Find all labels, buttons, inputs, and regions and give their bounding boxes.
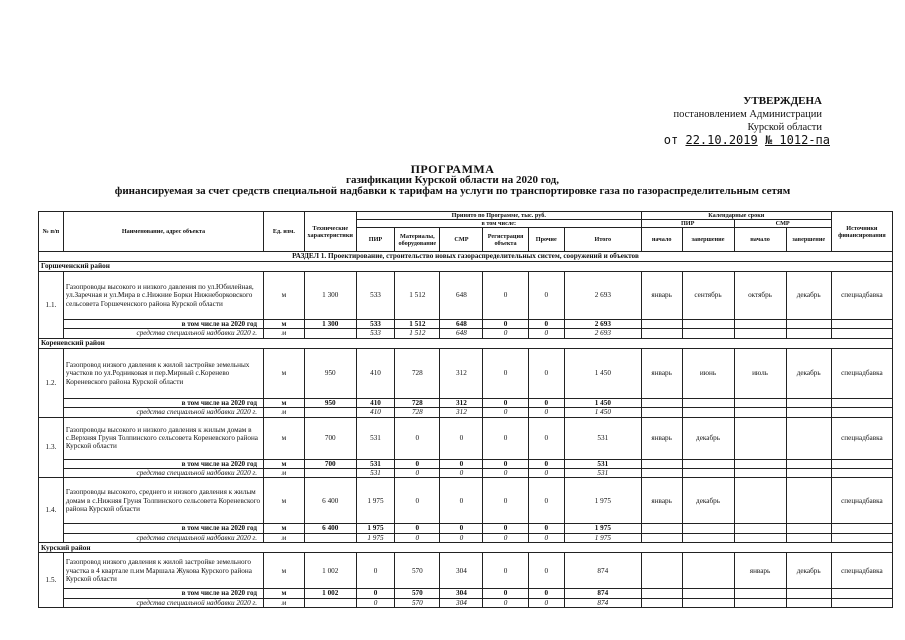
allowance-total: 2 693 — [564, 329, 641, 338]
subtotal-pir: 533 — [356, 320, 394, 329]
item-smr-end — [786, 478, 831, 524]
item-smr: 648 — [440, 272, 483, 320]
allowance-empty — [734, 329, 786, 338]
item-pir-start — [641, 553, 682, 589]
allowance-empty — [641, 598, 682, 607]
header-pir-start: начало — [641, 228, 682, 252]
approval-date-line — [660, 134, 860, 147]
subtotal-label: в том числе на 2020 год — [63, 524, 263, 533]
item-smr: 0 — [440, 478, 483, 524]
district-name: Кореневский район — [39, 338, 893, 348]
header-pir: ПИР — [356, 228, 394, 252]
subtotal-unit: м — [264, 398, 305, 407]
allowance-other: 0 — [528, 598, 564, 607]
allowance-label: средства специальной надбавки 2020 г. — [63, 469, 263, 478]
subtotal-pir: 0 — [356, 589, 394, 598]
subtotal-empty — [641, 398, 682, 407]
subtotal-smr: 648 — [440, 320, 483, 329]
subtotal-empty — [831, 320, 892, 329]
header-smr-end: завершение — [786, 228, 831, 252]
item-num: 1.3. — [39, 417, 64, 478]
approval-title: УТВЕРЖДЕНА — [743, 95, 822, 107]
item-pir: 0 — [356, 553, 394, 589]
district-name: Курский район — [39, 543, 893, 553]
subtotal-other: 0 — [528, 398, 564, 407]
header-calendar: Календарные сроки — [641, 212, 831, 220]
item-smr: 304 — [440, 553, 483, 589]
item-registration: 0 — [483, 553, 528, 589]
subtotal-empty — [682, 589, 734, 598]
subtotal-tech: 1 300 — [304, 320, 356, 329]
allowance-total: 531 — [564, 469, 641, 478]
subtotal-empty — [641, 589, 682, 598]
item-pir-end: июнь — [682, 348, 734, 398]
item-registration: 0 — [483, 417, 528, 459]
subtotal-other: 0 — [528, 589, 564, 598]
item-pir-end: сентябрь — [682, 272, 734, 320]
subtotal-empty — [641, 320, 682, 329]
allowance-reg: 0 — [483, 408, 528, 417]
district-row — [39, 543, 893, 553]
allowance-reg: 0 — [483, 329, 528, 338]
item-num: 1.1. — [39, 272, 64, 339]
item-pir-start: январь — [641, 417, 682, 459]
allowance-empty — [641, 408, 682, 417]
allowance-unit: м — [264, 329, 305, 338]
item-other: 0 — [528, 417, 564, 459]
allowance-row — [39, 469, 893, 478]
program-title: ПРОГРАММА — [410, 162, 495, 176]
item-tech: 950 — [304, 348, 356, 398]
allowance-smr: 648 — [440, 329, 483, 338]
item-smr-end: декабрь — [786, 348, 831, 398]
item-smr-end — [786, 417, 831, 459]
item-smr-start: июль — [734, 348, 786, 398]
allowance-empty — [831, 329, 892, 338]
subtotal-total: 1 450 — [564, 398, 641, 407]
subtotal-empty — [786, 524, 831, 533]
allowance-total: 1 975 — [564, 533, 641, 542]
subtotal-reg: 0 — [483, 459, 528, 468]
item-num: 1.2. — [39, 348, 64, 417]
item-row — [39, 348, 893, 398]
subtotal-empty — [786, 589, 831, 598]
subtotal-unit: м — [264, 524, 305, 533]
header-cal-smr: СМР — [734, 220, 831, 228]
subtotal-row — [39, 524, 893, 533]
item-tech: 6 400 — [304, 478, 356, 524]
subtotal-label: в том числе на 2020 год — [63, 589, 263, 598]
allowance-empty — [682, 598, 734, 607]
header-other: Прочие — [528, 228, 564, 252]
allowance-total: 874 — [564, 598, 641, 607]
item-name: Газопроводы высокого, среднего и низкого давления к жилым домам в с.Нижняя Груня Толпинского сельсовета Кореневского района Курской области — [63, 478, 263, 524]
subtotal-empty — [831, 459, 892, 468]
item-pir: 1 975 — [356, 478, 394, 524]
section-row — [39, 252, 893, 262]
subtotal-total: 2 693 — [564, 320, 641, 329]
approval-line-3: Курской области — [747, 122, 822, 133]
item-unit: м — [264, 553, 305, 589]
allowance-tech — [304, 533, 356, 542]
subtotal-unit: м — [264, 589, 305, 598]
item-total: 874 — [564, 553, 641, 589]
subtotal-pir: 1 975 — [356, 524, 394, 533]
item-pir-end: декабрь — [682, 417, 734, 459]
district-row — [39, 262, 893, 272]
header-smr: СМР — [440, 228, 483, 252]
item-pir-end — [682, 553, 734, 589]
subtotal-label: в том числе на 2020 год — [63, 398, 263, 407]
item-registration: 0 — [483, 272, 528, 320]
allowance-pir: 0 — [356, 598, 394, 607]
allowance-pir: 1 975 — [356, 533, 394, 542]
subtotal-tech: 950 — [304, 398, 356, 407]
allowance-empty — [786, 598, 831, 607]
subtotal-mat: 1 512 — [395, 320, 440, 329]
subtotal-empty — [786, 320, 831, 329]
item-row — [39, 272, 893, 320]
item-materials: 0 — [395, 417, 440, 459]
item-pir-start: январь — [641, 272, 682, 320]
allowance-other: 0 — [528, 469, 564, 478]
item-pir-end: декабрь — [682, 478, 734, 524]
item-other: 0 — [528, 553, 564, 589]
allowance-reg: 0 — [483, 469, 528, 478]
approval-block — [660, 95, 860, 147]
item-source: спецнадбавка — [831, 272, 892, 320]
item-smr-start: январь — [734, 553, 786, 589]
allowance-pir: 533 — [356, 329, 394, 338]
subtotal-tech: 700 — [304, 459, 356, 468]
subtotal-empty — [734, 589, 786, 598]
allowance-unit: м — [264, 533, 305, 542]
allowance-empty — [786, 533, 831, 542]
subtotal-unit: м — [264, 459, 305, 468]
item-smr-end: декабрь — [786, 272, 831, 320]
program-heading — [0, 164, 905, 197]
allowance-empty — [682, 533, 734, 542]
approval-number: № 1012-па — [764, 133, 830, 147]
allowance-empty — [734, 469, 786, 478]
allowance-empty — [734, 598, 786, 607]
item-other: 0 — [528, 478, 564, 524]
item-unit: м — [264, 417, 305, 459]
allowance-empty — [682, 469, 734, 478]
allowance-tech — [304, 329, 356, 338]
allowance-empty — [831, 598, 892, 607]
header-num: № п/п — [39, 212, 64, 252]
allowance-empty — [682, 408, 734, 417]
item-pir: 410 — [356, 348, 394, 398]
approval-prefix: от — [663, 133, 679, 147]
allowance-mat: 728 — [395, 408, 440, 417]
subtotal-empty — [734, 459, 786, 468]
allowance-unit: м — [264, 598, 305, 607]
subtotal-reg: 0 — [483, 398, 528, 407]
subtotal-row — [39, 459, 893, 468]
item-name: Газопровод низкого давления к жилой застройке земельных участков по ул.Родниковая и пер.Мирный с.Коренево Кореневского района Курской области — [63, 348, 263, 398]
item-unit: м — [264, 348, 305, 398]
item-num: 1.4. — [39, 478, 64, 543]
subtotal-mat: 570 — [395, 589, 440, 598]
item-smr-start — [734, 478, 786, 524]
allowance-mat: 0 — [395, 533, 440, 542]
subtotal-reg: 0 — [483, 589, 528, 598]
allowance-tech — [304, 469, 356, 478]
allowance-unit: м — [264, 408, 305, 417]
allowance-empty — [641, 469, 682, 478]
item-materials: 728 — [395, 348, 440, 398]
subtotal-total: 531 — [564, 459, 641, 468]
allowance-label: средства специальной надбавки 2020 г. — [63, 329, 263, 338]
allowance-label: средства специальной надбавки 2020 г. — [63, 408, 263, 417]
subtotal-pir: 410 — [356, 398, 394, 407]
item-pir: 531 — [356, 417, 394, 459]
allowance-empty — [734, 408, 786, 417]
item-source: спецнадбавка — [831, 348, 892, 398]
subtotal-empty — [831, 589, 892, 598]
allowance-unit: м — [264, 469, 305, 478]
subtotal-reg: 0 — [483, 524, 528, 533]
subtotal-empty — [734, 398, 786, 407]
subtotal-row — [39, 589, 893, 598]
allowance-label: средства специальной надбавки 2020 г. — [63, 598, 263, 607]
header-materials: Материалы, оборудование — [395, 228, 440, 252]
item-smr: 0 — [440, 417, 483, 459]
allowance-empty — [786, 408, 831, 417]
program-table — [38, 211, 893, 608]
subtotal-smr: 0 — [440, 524, 483, 533]
item-materials: 1 512 — [395, 272, 440, 320]
subtotal-empty — [682, 459, 734, 468]
subtotal-pir: 531 — [356, 459, 394, 468]
approval-line-2: постановлением Администрации — [673, 109, 822, 120]
header-registration: Регистрация объекта — [483, 228, 528, 252]
subtotal-mat: 728 — [395, 398, 440, 407]
program-subtitle-2: финансируемая за счет средств специальной надбавки к тарифам на услуги по транспортировке газа по газораспределительным сетям — [114, 185, 791, 197]
allowance-row — [39, 408, 893, 417]
subtotal-mat: 0 — [395, 524, 440, 533]
subtotal-empty — [831, 524, 892, 533]
allowance-other: 0 — [528, 329, 564, 338]
section-title: РАЗДЕЛ 1. Проектирование, строительство новых газораспределительных систем, сооружений и объектов — [39, 252, 893, 262]
item-total: 2 693 — [564, 272, 641, 320]
subtotal-row — [39, 320, 893, 329]
item-materials: 0 — [395, 478, 440, 524]
approval-date: 22.10.2019 — [685, 133, 758, 147]
item-source: спецнадбавка — [831, 478, 892, 524]
subtotal-tech: 1 002 — [304, 589, 356, 598]
item-name: Газопровод низкого давления к жилой застройке земельного участка в 4 квартале п.им Маршала Жукова Курского района Курской области — [63, 553, 263, 589]
allowance-row — [39, 598, 893, 607]
subtotal-total: 1 975 — [564, 524, 641, 533]
allowance-other: 0 — [528, 533, 564, 542]
header-source: Источники финансирования — [831, 212, 892, 252]
allowance-smr: 312 — [440, 408, 483, 417]
item-unit: м — [264, 478, 305, 524]
allowance-smr: 0 — [440, 469, 483, 478]
subtotal-label: в том числе на 2020 год — [63, 459, 263, 468]
item-unit: м — [264, 272, 305, 320]
allowance-empty — [682, 329, 734, 338]
item-source: спецнадбавка — [831, 417, 892, 459]
subtotal-other: 0 — [528, 320, 564, 329]
subtotal-empty — [786, 459, 831, 468]
subtotal-label: в том числе на 2020 год — [63, 320, 263, 329]
item-pir-start: январь — [641, 478, 682, 524]
allowance-empty — [641, 533, 682, 542]
allowance-smr: 304 — [440, 598, 483, 607]
allowance-empty — [831, 533, 892, 542]
allowance-reg: 0 — [483, 598, 528, 607]
item-name: Газопроводы высокого и низкого давления к жилым домам в с.Верхняя Груня Толпинского сельсовета Кореневского района Курской области — [63, 417, 263, 459]
allowance-pir: 531 — [356, 469, 394, 478]
subtotal-empty — [682, 524, 734, 533]
allowance-row — [39, 329, 893, 338]
header-total: Итого — [564, 228, 641, 252]
subtotal-smr: 304 — [440, 589, 483, 598]
item-smr: 312 — [440, 348, 483, 398]
header-including: в том числе: — [356, 220, 641, 228]
header-smr-start: начало — [734, 228, 786, 252]
item-tech: 1 002 — [304, 553, 356, 589]
subtotal-empty — [734, 320, 786, 329]
subtotal-reg: 0 — [483, 320, 528, 329]
header-name: Наименование, адрес объекта — [63, 212, 263, 252]
item-other: 0 — [528, 272, 564, 320]
item-row — [39, 478, 893, 524]
item-total: 1 975 — [564, 478, 641, 524]
item-total: 531 — [564, 417, 641, 459]
item-materials: 570 — [395, 553, 440, 589]
item-smr-start: октябрь — [734, 272, 786, 320]
allowance-empty — [831, 408, 892, 417]
allowance-empty — [786, 329, 831, 338]
allowance-reg: 0 — [483, 533, 528, 542]
item-total: 1 450 — [564, 348, 641, 398]
district-row — [39, 338, 893, 348]
item-tech: 700 — [304, 417, 356, 459]
item-row — [39, 553, 893, 589]
item-name: Газопроводы высокого и низкого давления по ул.Юбилейная, ул.Заречная и ул.Мира в с.Нижние Борки Нижнеборковского сельсовета Горшеченского района Курской области — [63, 272, 263, 320]
allowance-empty — [641, 329, 682, 338]
item-pir-start: январь — [641, 348, 682, 398]
item-registration: 0 — [483, 478, 528, 524]
item-row — [39, 417, 893, 459]
header-pir-end: завершение — [682, 228, 734, 252]
subtotal-tech: 6 400 — [304, 524, 356, 533]
allowance-mat: 0 — [395, 469, 440, 478]
allowance-label: средства специальной надбавки 2020 г. — [63, 533, 263, 542]
allowance-mat: 1 512 — [395, 329, 440, 338]
allowance-empty — [786, 469, 831, 478]
subtotal-smr: 312 — [440, 398, 483, 407]
item-tech: 1 300 — [304, 272, 356, 320]
subtotal-row — [39, 398, 893, 407]
subtotal-empty — [786, 398, 831, 407]
header-cal-pir: ПИР — [641, 220, 734, 228]
subtotal-other: 0 — [528, 459, 564, 468]
header-unit: Ед. изм. — [264, 212, 305, 252]
item-smr-end: декабрь — [786, 553, 831, 589]
item-smr-start — [734, 417, 786, 459]
allowance-total: 1 450 — [564, 408, 641, 417]
item-registration: 0 — [483, 348, 528, 398]
allowance-tech — [304, 598, 356, 607]
subtotal-unit: м — [264, 320, 305, 329]
subtotal-empty — [734, 524, 786, 533]
subtotal-empty — [641, 524, 682, 533]
subtotal-empty — [682, 320, 734, 329]
item-num: 1.5. — [39, 553, 64, 608]
allowance-pir: 410 — [356, 408, 394, 417]
program-subtitle-1: газификации Курской области на 2020 год, — [346, 174, 559, 186]
allowance-empty — [734, 533, 786, 542]
item-other: 0 — [528, 348, 564, 398]
item-source: спецнадбавка — [831, 553, 892, 589]
subtotal-empty — [641, 459, 682, 468]
allowance-smr: 0 — [440, 533, 483, 542]
subtotal-total: 874 — [564, 589, 641, 598]
subtotal-empty — [682, 398, 734, 407]
subtotal-smr: 0 — [440, 459, 483, 468]
district-name: Горшеченский район — [39, 262, 893, 272]
allowance-tech — [304, 408, 356, 417]
subtotal-mat: 0 — [395, 459, 440, 468]
header-accepted: Принято по Программе, тыс. руб. — [356, 212, 641, 220]
allowance-row — [39, 533, 893, 542]
subtotal-empty — [831, 398, 892, 407]
allowance-mat: 570 — [395, 598, 440, 607]
allowance-empty — [831, 469, 892, 478]
item-pir: 533 — [356, 272, 394, 320]
header-tech: Технические характеристики — [304, 212, 356, 252]
subtotal-other: 0 — [528, 524, 564, 533]
allowance-other: 0 — [528, 408, 564, 417]
